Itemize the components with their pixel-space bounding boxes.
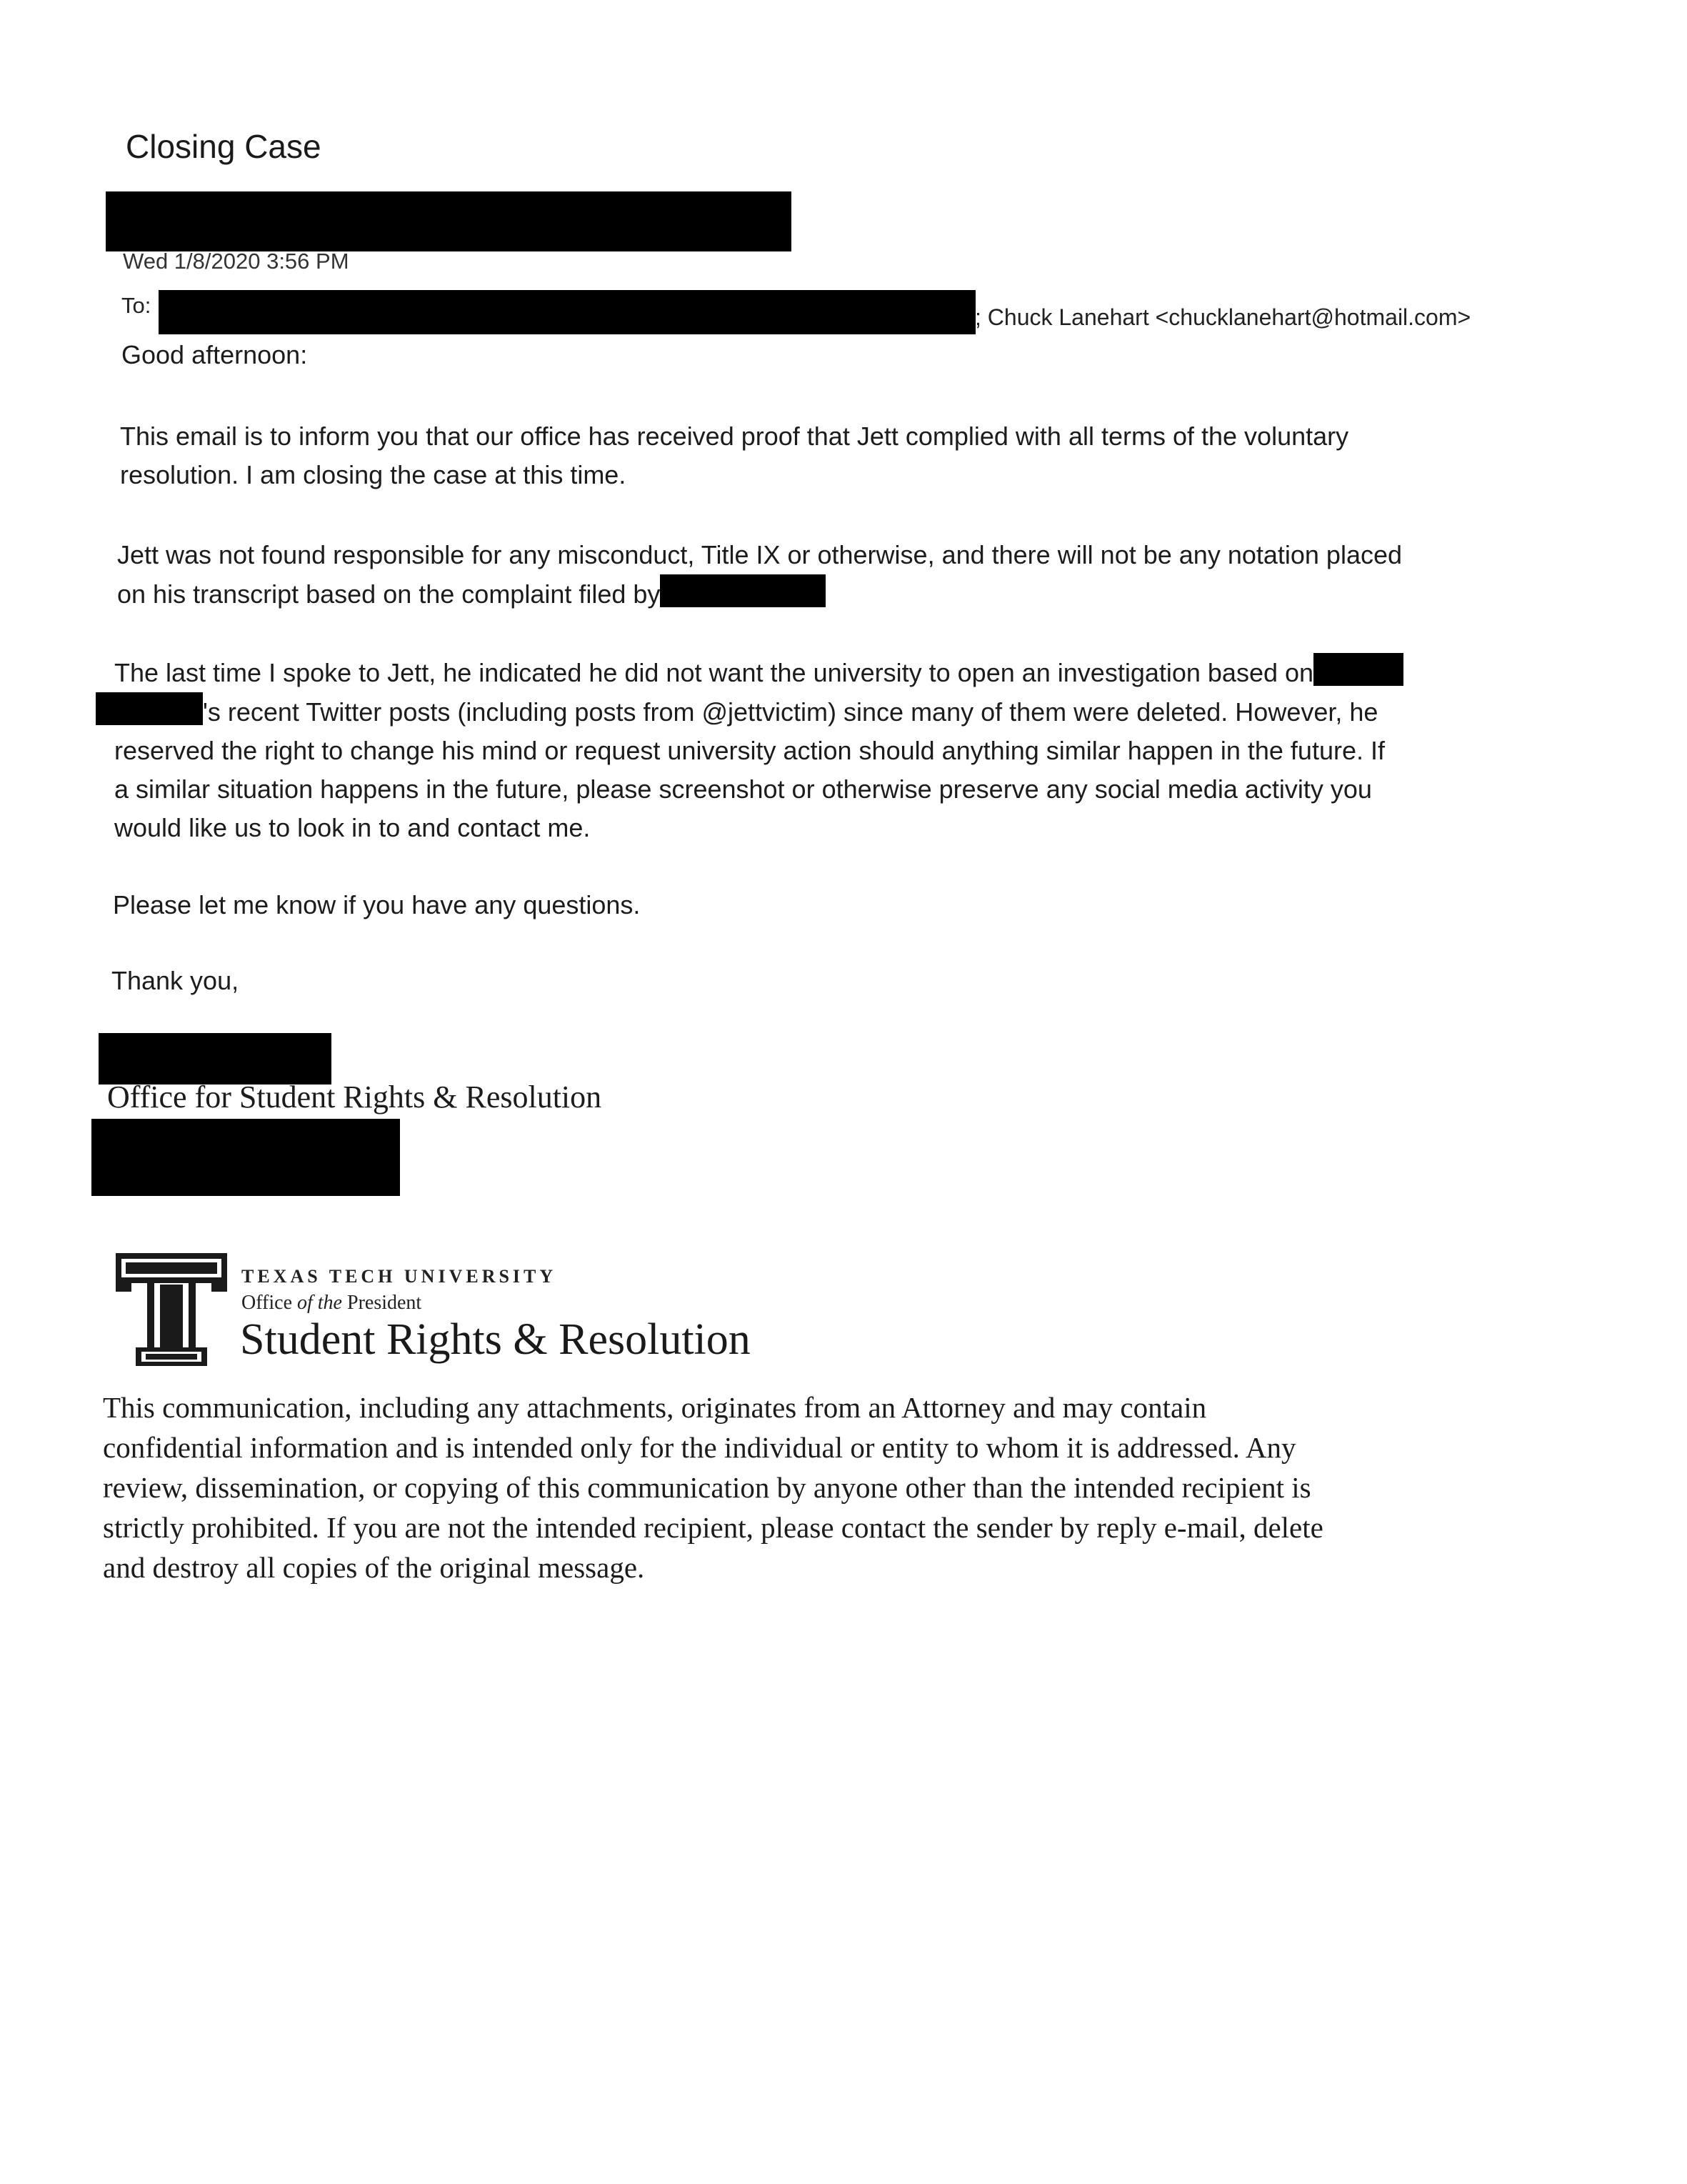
email-date: Wed 1/8/2020 3:56 PM: [123, 249, 349, 274]
complainant-redaction: [660, 574, 826, 607]
disclaimer-line: and destroy all copies of the original message.: [103, 1551, 645, 1584]
signature-contact-redaction: [91, 1119, 400, 1196]
paragraph-compliance: [120, 417, 1348, 494]
disclaimer-line: strictly prohibited. If you are not the intended recipient, please contact the sender by reply e-mail, delete: [103, 1511, 1323, 1544]
paragraph-questions: Please let me know if you have any questions.: [113, 890, 641, 919]
sender-redaction: [106, 191, 791, 251]
signature-office: Office for Student Rights & Resolution: [107, 1079, 602, 1115]
name-redaction: [1313, 653, 1403, 686]
logo-office-prefix: Office: [241, 1292, 297, 1314]
paragraph-line-text: on his transcript based on the complaint filed by: [117, 579, 661, 609]
logo-office-of-the: of the: [297, 1292, 342, 1314]
paragraph-line-text: 's recent Twitter posts (including posts from @jettvictim) since many of them were deleted. However, he: [203, 697, 1378, 727]
greeting: Good afternoon:: [121, 340, 308, 369]
paragraph-line-text: The last time I spoke to Jett, he indicated he did not want the university to open an investigation based on: [114, 658, 1314, 687]
paragraph-line: a similar situation happens in the future, please screenshot or otherwise preserve any social media activity you: [114, 774, 1372, 804]
paragraph-line: This email is to inform you that our office has received proof that Jett complied with all terms of the voluntary: [120, 422, 1349, 451]
logo-university-name: TEXAS TECH UNIVERSITY: [241, 1266, 557, 1287]
disclaimer-line: confidential information and is intended only for the individual or entity to whom it is addressed. Any: [103, 1431, 1296, 1464]
double-t-logo-icon: [114, 1250, 229, 1368]
paragraph-line: [114, 653, 1403, 692]
disclaimer-line: review, dissemination, or copying of this communication by anyone other than the intended recipient is: [103, 1471, 1311, 1504]
to-label: To:: [121, 293, 151, 318]
paragraph-line: would like us to look in to and contact me.: [114, 813, 591, 842]
logo-department: Student Rights & Resolution: [240, 1315, 751, 1364]
paragraph-line: resolution. I am closing the case at this time.: [120, 460, 626, 489]
paragraph-line: reserved the right to change his mind or request university action should anything similar happen in the future. If: [114, 736, 1385, 765]
paragraph-not-responsible: [117, 536, 1402, 614]
legal-disclaimer: [103, 1387, 1531, 1587]
signature-name-redaction: [99, 1033, 331, 1084]
paragraph-line: [114, 692, 1403, 732]
to-recipient: ; Chuck Lanehart <chucklanehart@hotmail.com>: [975, 304, 1471, 330]
recipient-redaction: [159, 290, 976, 334]
closing: Thank you,: [111, 966, 239, 995]
logo-office-suffix: President: [342, 1292, 422, 1314]
email-subject: Closing Case: [126, 128, 321, 165]
paragraph-line: Jett was not found responsible for any misconduct, Title IX or otherwise, and there will not be any notation placed: [117, 540, 1403, 569]
paragraph-investigation: [114, 653, 1403, 847]
paragraph-line: [117, 574, 1402, 614]
logo-office-line: [241, 1292, 421, 1315]
disclaimer-line: This communication, including any attachments, originates from an Attorney and may contain: [103, 1391, 1207, 1424]
name-redaction: [96, 692, 203, 725]
